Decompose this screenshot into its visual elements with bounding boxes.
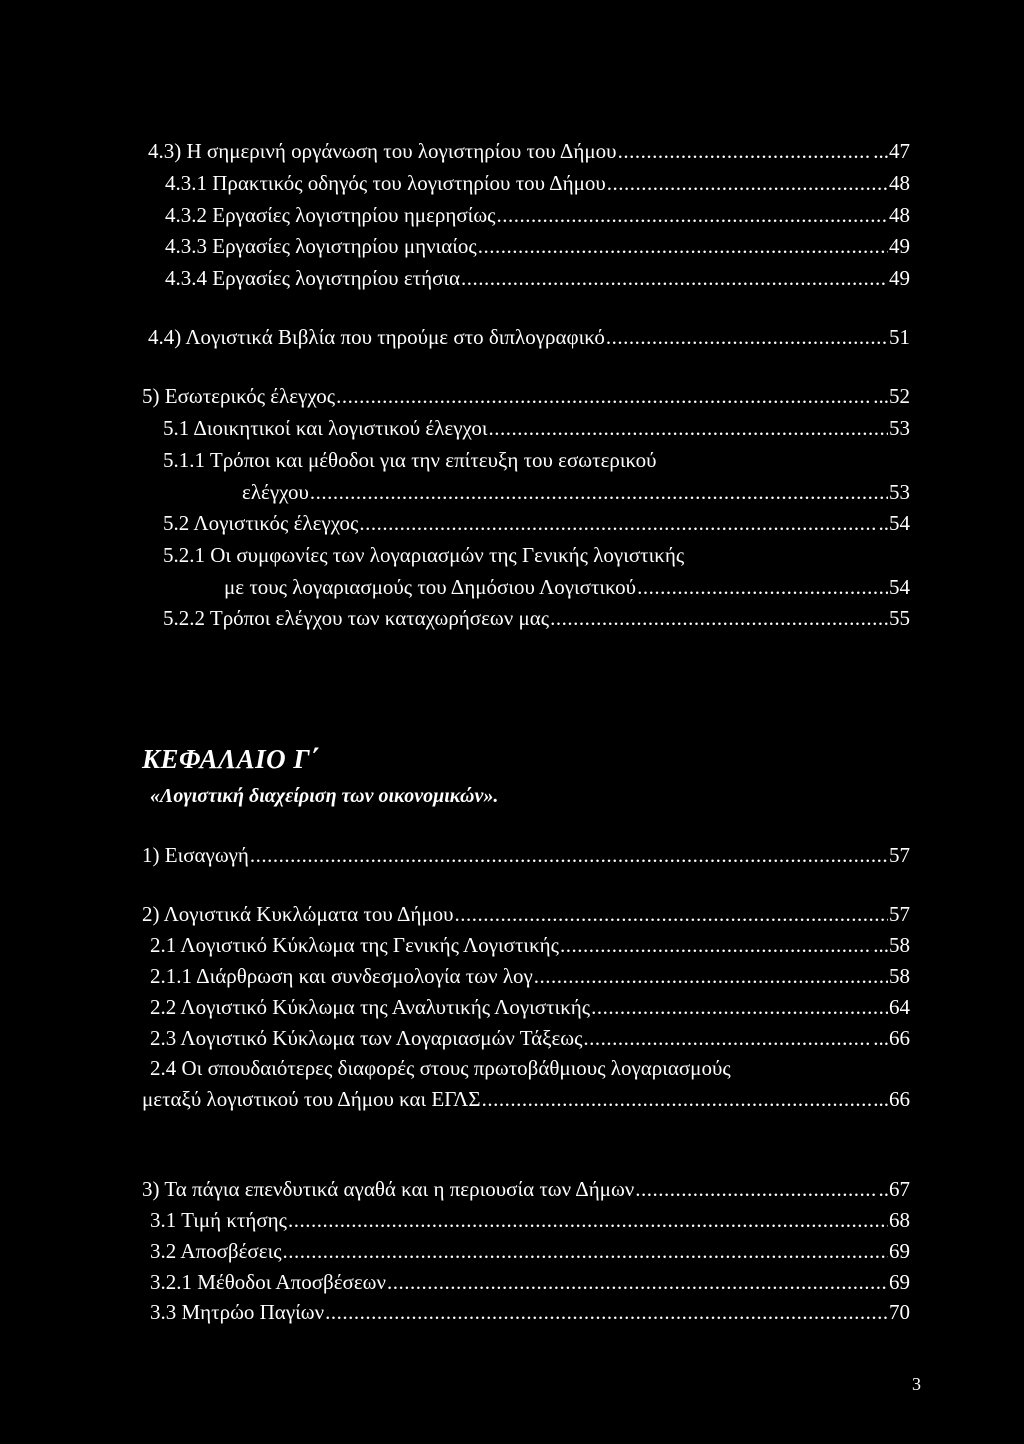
dot-leader bbox=[635, 1176, 877, 1202]
dot-leader bbox=[482, 1086, 873, 1112]
dot-leader bbox=[325, 1299, 888, 1325]
toc-entry: 3) Τα πάγια επενδυτικά αγαθά και η περιουσία των Δήμων ..... ..67 bbox=[142, 1176, 910, 1202]
toc-entry: 2.1.1 Διάρθρωση και συνδεσμολογία των λογ ..... 58 bbox=[150, 963, 910, 989]
toc-entry: με τους λογαριασμούς του Δημόσιου Λογιστικού ..... 54 bbox=[224, 574, 910, 600]
toc-entry: 3.2 Αποσβέσεις ..... 69 bbox=[150, 1238, 910, 1264]
dot-leader bbox=[478, 233, 888, 259]
dot-leader bbox=[461, 265, 888, 291]
toc-entry-line: 2.4 Οι σπουδαιότερες διαφορές στους πρωτοβάθμιους λογαριασμούς bbox=[150, 1056, 731, 1080]
toc-entry: 4.4) Λογιστικά Βιβλία που τηρούμε στο διπλογραφικό ..... 51 bbox=[148, 324, 910, 350]
toc-entry: 4.3.3 Εργασίες λογιστηρίου μηνιαίος ..... 49 bbox=[165, 233, 910, 259]
dot-leader bbox=[489, 415, 888, 441]
dot-leader bbox=[310, 479, 888, 505]
toc-entry: 3.3 Μητρώο Παγίων ..... 70 bbox=[150, 1299, 910, 1325]
page-number: 3 bbox=[912, 1374, 921, 1394]
dot-leader bbox=[550, 605, 888, 631]
toc-entry: ελέγχου ..... 53 bbox=[242, 479, 910, 505]
dot-leader bbox=[618, 138, 873, 164]
toc-entry: 5.2.2 Τρόποι ελέγχου των καταχωρήσεων μας ..... 55 bbox=[163, 605, 910, 631]
dot-leader bbox=[591, 994, 888, 1020]
toc-entry: 4.3.1 Πρακτικός οδηγός του λογιστηρίου του Δήμου ..... 48 bbox=[165, 170, 910, 196]
toc-entry-line: 5.1.1 Τρόποι και μέθοδοι για την επίτευξη του εσωτερικού bbox=[163, 448, 657, 472]
chapter-subtitle: «Λογιστική διαχείριση των οικονομικών». bbox=[150, 785, 499, 807]
chapter-heading: ΚΕΦΑΛΑΙΟ Γ΄ bbox=[142, 744, 320, 774]
toc-entry: 4.3.2 Εργασίες λογιστηρίου ημερησίως ..... 48 bbox=[165, 202, 910, 228]
dot-leader bbox=[336, 383, 872, 409]
toc-entry: μεταξύ λογιστικού του Δήμου και ΕΓΛΣ ..... ...66 bbox=[142, 1086, 910, 1112]
toc-entry: 5.1 Διοικητικοί και λογιστικού έλεγχοι ..... 53 bbox=[163, 415, 910, 441]
dot-leader bbox=[496, 202, 888, 228]
dot-leader bbox=[387, 1269, 888, 1295]
dot-leader bbox=[607, 170, 888, 196]
dot-leader bbox=[359, 510, 877, 536]
dot-leader bbox=[250, 842, 888, 868]
toc-entry: 5) Εσωτερικός έλεγχος ..... ...52 bbox=[142, 383, 910, 409]
toc-entry: 4.3.4 Εργασίες λογιστηρίου ετήσια ..... 49 bbox=[165, 265, 910, 291]
dot-leader bbox=[283, 1238, 888, 1264]
toc-entry-line: 5.2.1 Οι συμφωνίες των λογαριασμών της Γενικής λογιστικής bbox=[163, 543, 685, 567]
toc-entry: 3.1 Τιμή κτήσης ..... 68 bbox=[150, 1207, 910, 1233]
toc-entry: 2.3 Λογιστικό Κύκλωμα των Λογαριασμών Τάξεως ..... ...66 bbox=[150, 1025, 910, 1051]
dot-leader bbox=[288, 1207, 888, 1233]
dot-leader bbox=[583, 1025, 872, 1051]
toc-entry: 5.2 Λογιστικός έλεγχος ..... ..54 bbox=[163, 510, 910, 536]
dot-leader bbox=[534, 963, 888, 989]
toc-entry: 2.2 Λογιστικό Κύκλωμα της Αναλυτικής Λογιστικής ..... 64 bbox=[150, 994, 910, 1020]
dot-leader bbox=[637, 574, 888, 600]
toc-entry: 3.2.1 Μέθοδοι Αποσβέσεων ..... 69 bbox=[150, 1269, 910, 1295]
dot-leader bbox=[560, 932, 872, 958]
toc-entry: 1) Εισαγωγή ..... 57 bbox=[142, 842, 910, 868]
toc-entry: 4.3) Η σημερινή οργάνωση του λογιστηρίου του Δήμου ..... ...47 bbox=[148, 138, 910, 164]
dot-leader bbox=[606, 324, 888, 350]
toc-entry: 2) Λογιστικά Κυκλώματα του Δήμου ..... 57 bbox=[142, 901, 910, 927]
dot-leader bbox=[454, 901, 888, 927]
toc-entry: 2.1 Λογιστικό Κύκλωμα της Γενικής Λογιστικής ..... ...58 bbox=[150, 932, 910, 958]
